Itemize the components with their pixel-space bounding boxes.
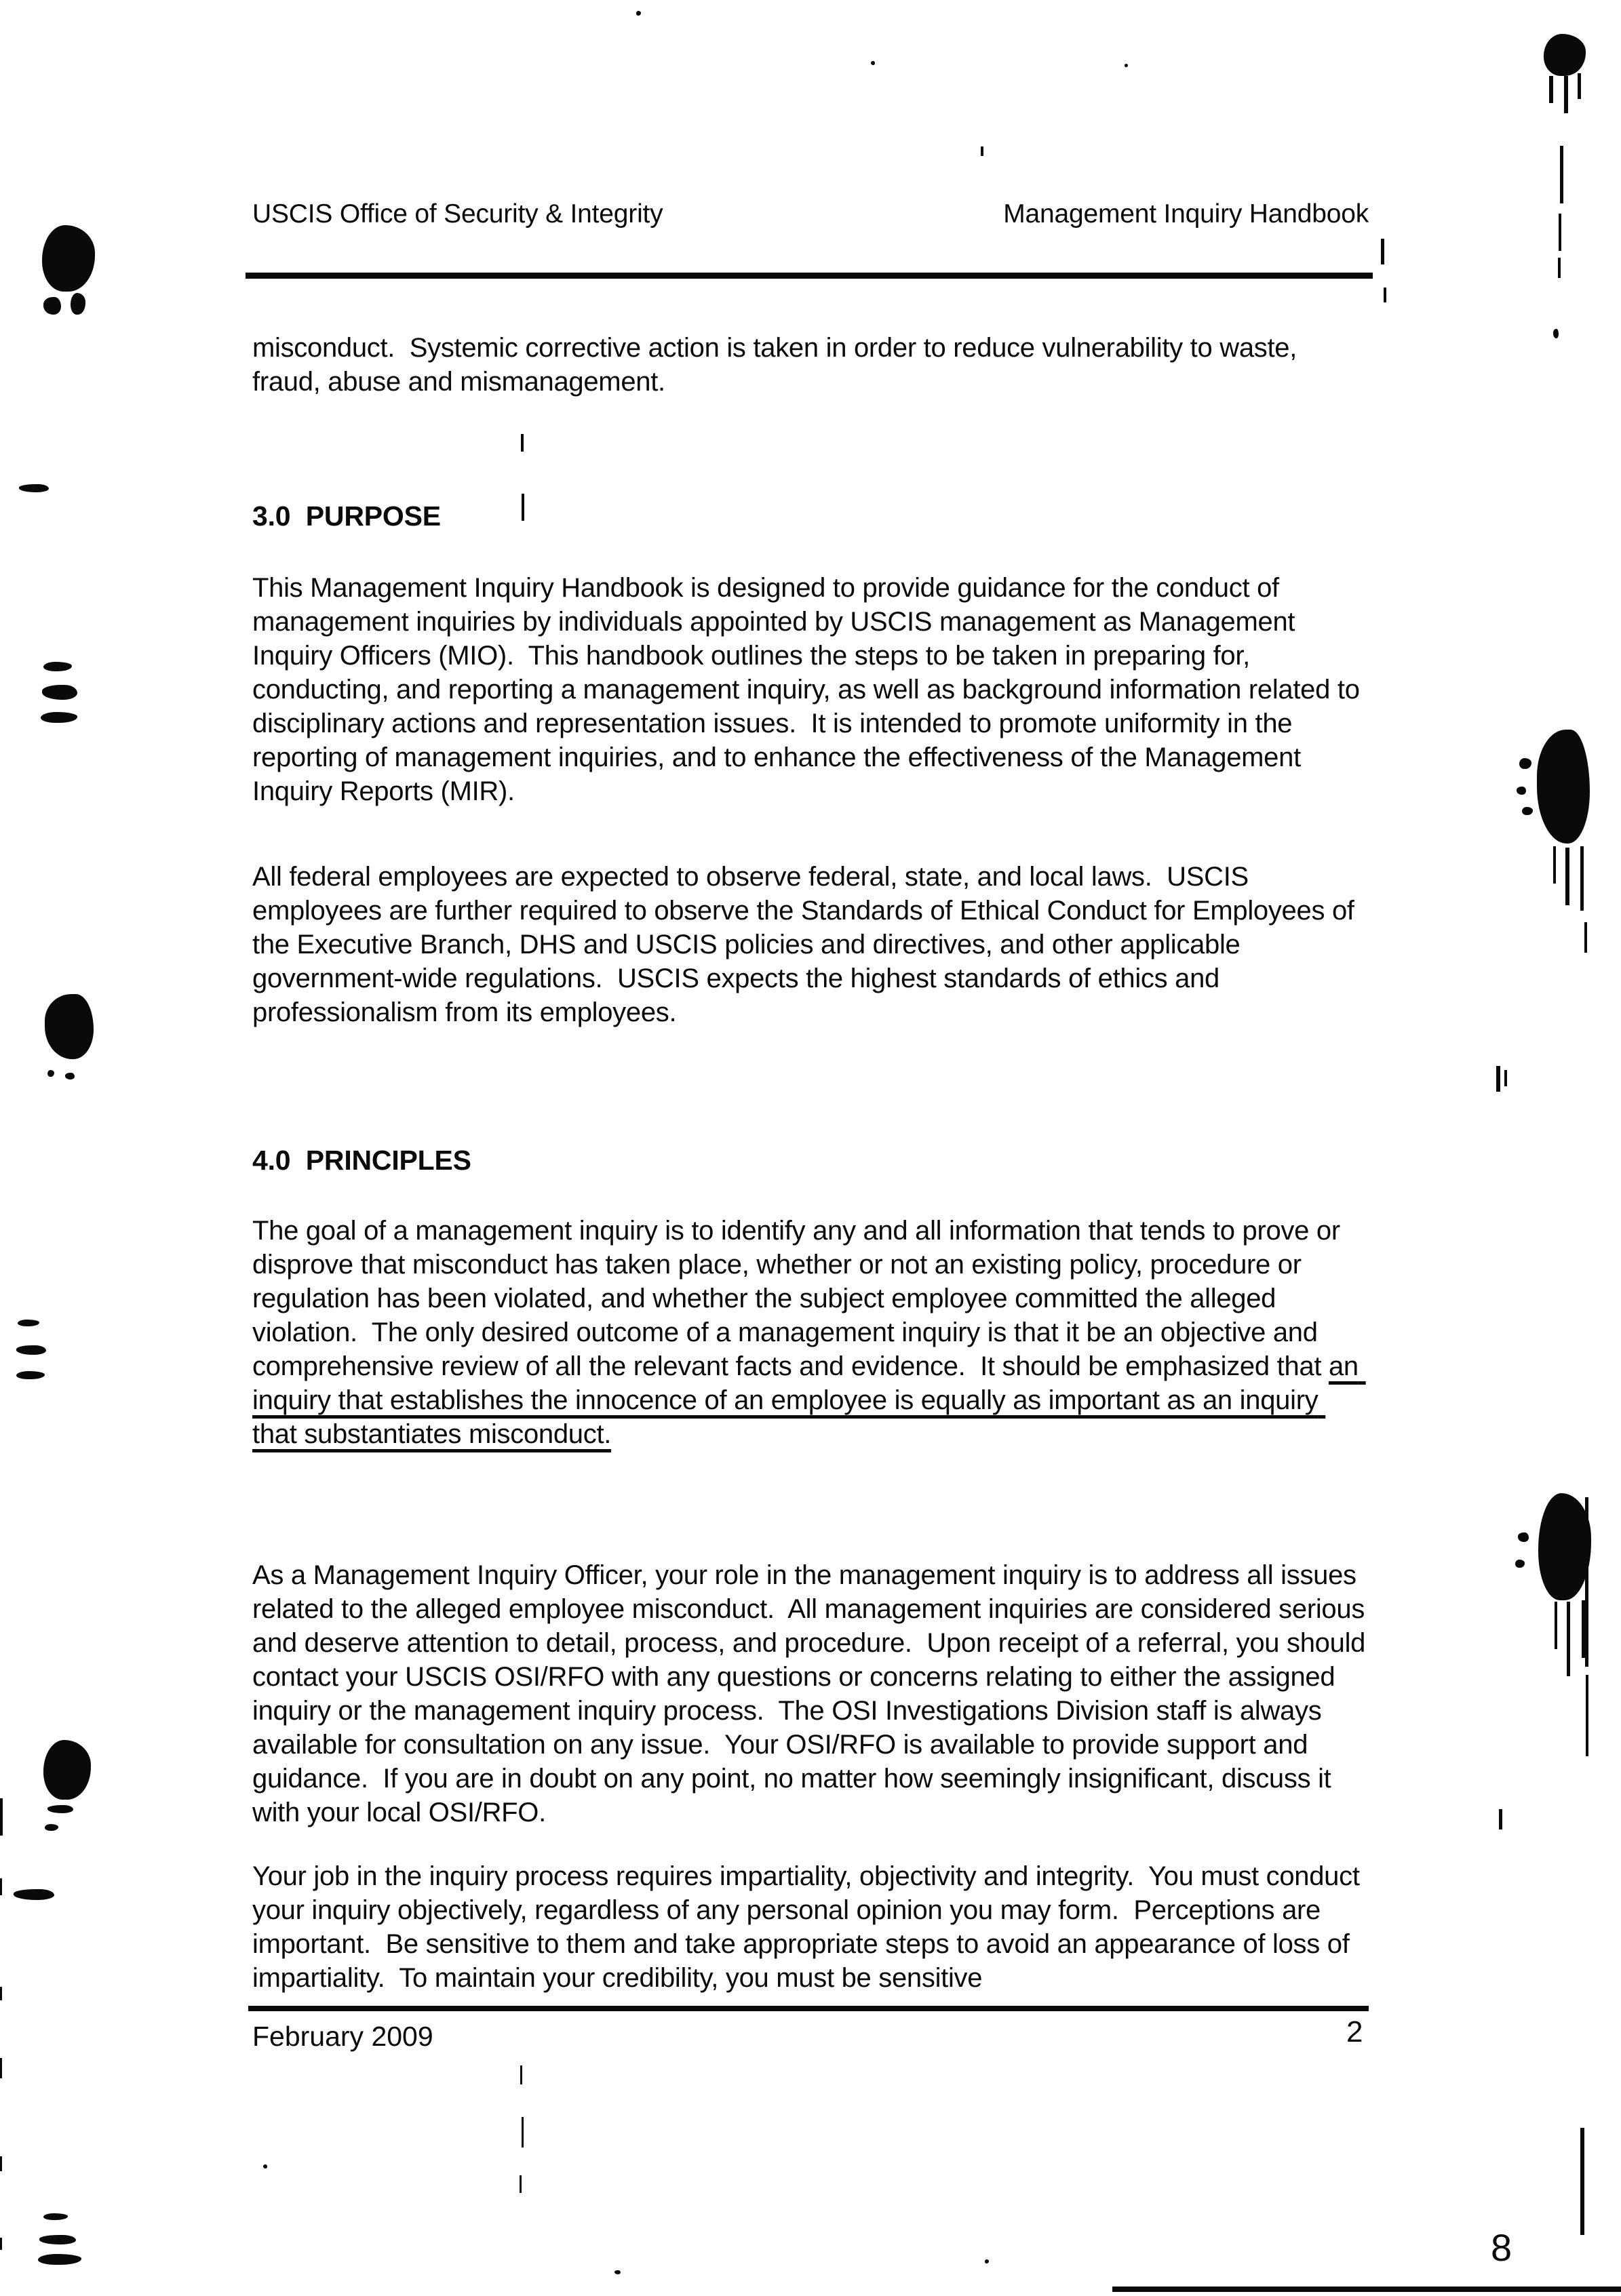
fold-line-artifact [522, 494, 524, 521]
ink-smudge-artifact [42, 225, 95, 292]
ink-speck-artifact [981, 146, 983, 156]
paragraph-principles-1 [252, 1214, 1369, 1451]
principles-underlined-text: an inquiry that establishes the innocence of an employee is equally as important as an inquiry that substantiates misconduct. [252, 1351, 1366, 1449]
paragraph-principles-3: Your job in the inquiry process requires impartiality, objectivity and integrity. You must conduct your inquiry objectively, regardless of any personal opinion you may form. Perceptions are important. Be sensitive to them and take appropriate steps to avoid an appearance of loss of impartiality. To maintain your credibility, you must be sensitive [252, 1861, 1367, 1993]
ink-smudge-artifact [1544, 34, 1586, 76]
ink-tick-artifact [1381, 239, 1384, 264]
scan-edge-line [0, 2058, 2, 2078]
ink-speck-artifact [65, 1073, 75, 1080]
ink-speck-artifact [1517, 787, 1526, 795]
ink-smudge-artifact [43, 662, 72, 671]
ink-speck-artifact [1515, 1560, 1525, 1568]
ink-smudge-artifact [43, 297, 61, 315]
ink-streak-artifact [1585, 1497, 1588, 1667]
ink-streak-artifact [1549, 76, 1553, 103]
ink-speck-artifact [1553, 329, 1559, 338]
ink-speck-artifact [263, 2164, 267, 2169]
paragraph-continuation: misconduct. Systemic corrective action is taken in order to reduce vulnerability to waste, fraud, abuse and mismanagement. [252, 333, 1304, 397]
footer-page-number: 2 [1346, 2015, 1363, 2048]
section-heading-principles: 4.0 PRINCIPLES [252, 1145, 471, 1176]
ink-streak-artifact [1564, 76, 1568, 113]
ink-smudge-artifact [42, 685, 77, 700]
ink-speck-artifact [1125, 64, 1128, 67]
ink-streak-artifact [1586, 1675, 1588, 1756]
scan-corner-page-number: 8 [1491, 2226, 1512, 2269]
section-heading-purpose: 3.0 PURPOSE [252, 500, 441, 532]
paragraph-purpose-1: This Management Inquiry Handbook is designed to provide guidance for the conduct of management inquiries by individuals appointed by USCIS management as Management Inquiry Officers (MIO). This handbook outlines the steps to be taken in preparing for, conducting, and reporting a management inquiry, as well as background information related to disciplinary actions and representation issues. It is intended to promote uniformity in the reporting of management inquiries, and to enhance the effectiveness of the Management Inquiry Reports (MIR). [252, 573, 1367, 806]
ink-tick-artifact [1496, 1066, 1500, 1092]
footer-date: February 2009 [252, 2021, 433, 2052]
ink-smudge-artifact [43, 2213, 68, 2220]
header-left-title: USCIS Office of Security & Integrity [252, 199, 663, 229]
fold-line-artifact [520, 2065, 522, 2084]
ink-speck-artifact [47, 1805, 73, 1813]
ink-streak-artifact [1560, 146, 1563, 203]
fold-line-artifact [522, 2117, 524, 2147]
ink-smudge-artifact [18, 1320, 39, 1326]
ink-smudge-artifact [14, 1889, 54, 1900]
scan-edge-line [0, 1798, 3, 1836]
ink-smudge-artifact [43, 1740, 91, 1800]
ink-speck-artifact [614, 2270, 621, 2274]
ink-speck-artifact [1522, 807, 1533, 815]
header-rule [246, 273, 1373, 279]
ink-smudge-artifact [1537, 730, 1590, 844]
ink-streak-artifact [1555, 1602, 1557, 1649]
scan-edge-line [0, 1987, 2, 2000]
ink-speck-artifact [47, 1070, 54, 1077]
scan-edge-line [0, 2156, 2, 2171]
ink-streak-artifact [1558, 258, 1561, 278]
ink-tick-artifact [1384, 288, 1386, 302]
ink-speck-artifact [1519, 758, 1531, 769]
paragraph-principles-2: As a Management Inquiry Officer, your role in the management inquiry is to address all issues related to the alleged employee misconduct. All management inquiries are considered serious and deserve attention to detail, process, and procedure. Upon receipt of a referral, you should contact your USCIS OSI/RFO with any questions or concerns relating to either the assigned inquiry or the management inquiry process. The OSI Investigations Division staff is always available for consultation on any issue. Your OSI/RFO is available to provide support and guidance. If you are in doubt on any point, no matter how seemingly insignificant, discuss it with your local OSI/RFO. [252, 1560, 1373, 1827]
page-header [252, 199, 1369, 229]
ink-smudge-artifact [1538, 1493, 1591, 1600]
ink-speck-artifact [45, 1824, 58, 1831]
ink-speck-artifact [871, 61, 875, 65]
fold-line-artifact [520, 2175, 522, 2193]
ink-streak-artifact [1580, 2128, 1584, 2235]
paragraph-purpose-2: All federal employees are expected to observe federal, state, and local laws. USCIS employees are further required to observe the Standards of Ethical Conduct for Employees of the Executive Branch, DHS and USCIS policies and directives, and other applicable government-wide regulations. USCIS expects the highest standards of ethics and professionalism from its employees. [252, 862, 1362, 1027]
ink-streak-artifact [1567, 1602, 1570, 1676]
scan-edge-line [0, 1878, 2, 1895]
ink-smudge-artifact [39, 2235, 76, 2244]
ink-smudge-artifact [71, 293, 85, 315]
footer-rule [248, 2006, 1369, 2011]
fold-line-artifact [521, 434, 524, 452]
ink-speck-artifact [1518, 1532, 1529, 1542]
ink-streak-artifact [1578, 73, 1581, 99]
scan-bottom-edge-line [1112, 2287, 1621, 2292]
ink-smudge-artifact [45, 994, 94, 1059]
ink-streak-artifact [1584, 922, 1587, 953]
ink-tick-artifact [1504, 1070, 1507, 1086]
ink-speck-artifact [636, 11, 641, 16]
ink-smudge-artifact [19, 484, 49, 492]
ink-speck-artifact [985, 2259, 989, 2263]
ink-streak-artifact [1565, 848, 1569, 905]
ink-streak-artifact [1559, 214, 1561, 251]
ink-streak-artifact [1553, 846, 1556, 884]
scan-edge-line [0, 2238, 2, 2250]
ink-smudge-artifact [38, 2254, 81, 2265]
ink-streak-artifact [1580, 846, 1584, 911]
ink-smudge-artifact [41, 712, 77, 723]
ink-tick-artifact [1499, 1809, 1502, 1829]
principles-plain-text: The goal of a management inquiry is to identify any and all information that tends to prove or disprove that misconduct has taken place, whether or not an existing policy, procedure or regulation has been violated, and whether the subject employee committed the alleged violation. The only desired outcome of a management inquiry is that it be an objective and comprehensive review of all the relevant facts and evidence. It should be emphasized that [252, 1216, 1348, 1381]
header-right-title: Management Inquiry Handbook [1003, 199, 1369, 229]
ink-smudge-artifact [16, 1371, 45, 1379]
ink-smudge-artifact [16, 1345, 46, 1355]
